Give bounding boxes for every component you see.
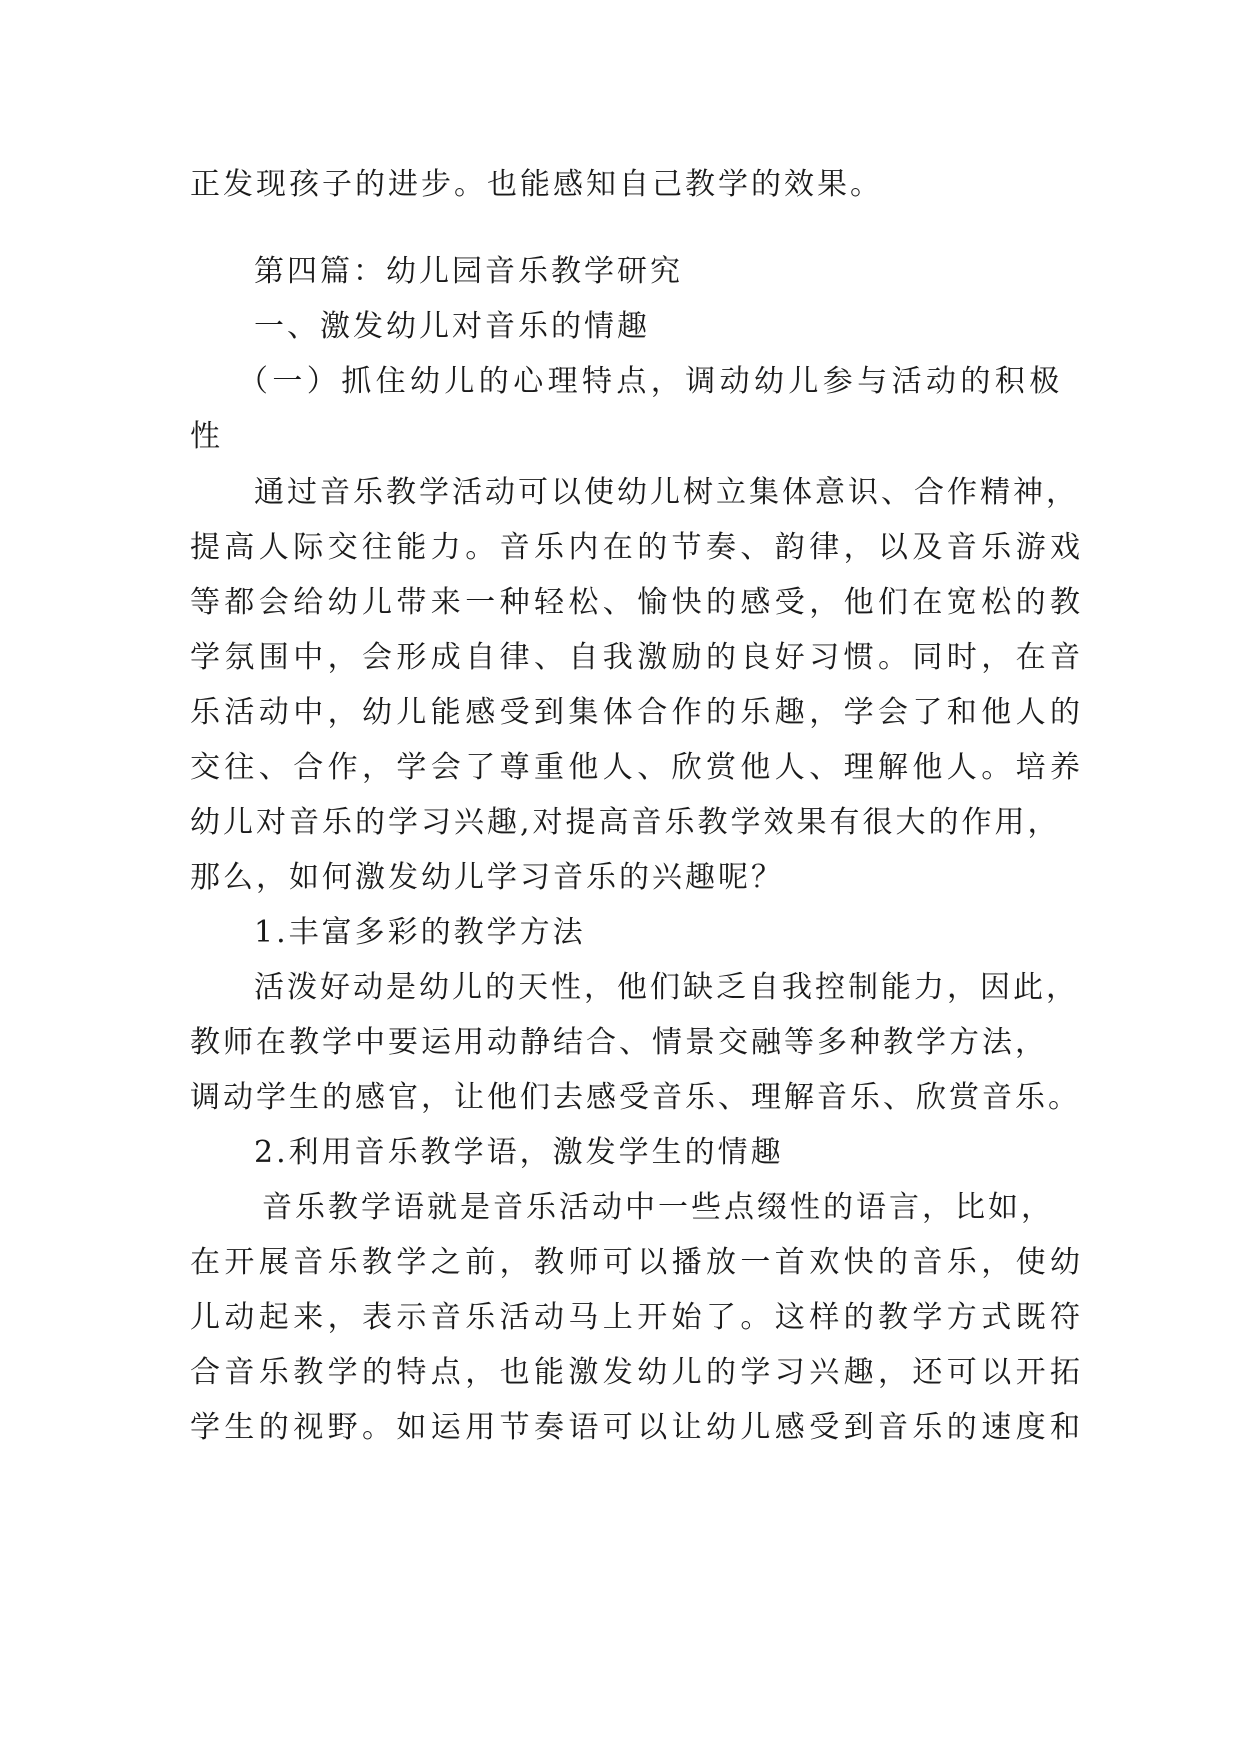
paragraph-line: 在开展音乐教学之前，教师可以播放一首欢快的音乐，使幼 — [190, 1245, 1085, 1280]
heading-level-3: 1.丰富多彩的教学方法 — [254, 915, 586, 950]
paragraph-line: 活泼好动是幼儿的天性，他们缺乏自我控制能力，因此， — [254, 970, 1079, 1005]
paragraph-line: 儿动起来，表示音乐活动马上开始了。这样的教学方式既符 — [190, 1300, 1085, 1335]
paragraph-line: 音乐教学语就是音乐活动中一些点缀性的语言，比如， — [262, 1190, 1054, 1225]
heading-level-2-continued: 性 — [190, 419, 223, 454]
paragraph-line: 幼儿对音乐的学习兴趣,对提高音乐教学效果有很大的作用， — [190, 805, 1061, 840]
paragraph-line: 交往、合作，学会了尊重他人、欣赏他人、理解他人。培养 — [190, 750, 1085, 785]
text-line: 正发现孩子的进步。也能感知自己教学的效果。 — [190, 167, 883, 202]
paragraph-line: 那么，如何激发幼儿学习音乐的兴趣呢？ — [190, 860, 784, 895]
paragraph-line: 乐活动中，幼儿能感受到集体合作的乐趣，学会了和他人的 — [190, 695, 1085, 730]
paragraph-line: 合音乐教学的特点，也能激发幼儿的学习兴趣，还可以开拓 — [190, 1355, 1085, 1390]
paragraph-line: 调动学生的感官，让他们去感受音乐、理解音乐、欣赏音乐。 — [190, 1080, 1081, 1115]
paragraph-line: 等都会给幼儿带来一种轻松、愉快的感受，他们在宽松的教 — [190, 585, 1085, 620]
paragraph-line: 教师在教学中要运用动静结合、情景交融等多种教学方法， — [190, 1025, 1048, 1060]
heading-level-3: 2.利用音乐教学语，激发学生的情趣 — [254, 1135, 784, 1170]
paragraph-line: 学氛围中，会形成自律、自我激励的良好习惯。同时，在音 — [190, 640, 1085, 675]
paragraph-line: 学生的视野。如运用节奏语可以让幼儿感受到音乐的速度和 — [190, 1410, 1085, 1445]
heading-level-2: （一）抓住幼儿的心理特点，调动幼儿参与活动的积极 — [238, 364, 1064, 399]
paragraph-line: 提高人际交往能力。音乐内在的节奏、韵律，以及音乐游戏 — [190, 530, 1085, 565]
section-title: 第四篇：幼儿园音乐教学研究 — [254, 254, 683, 289]
heading-level-1: 一、激发幼儿对音乐的情趣 — [254, 309, 650, 344]
paragraph-line: 通过音乐教学活动可以使幼儿树立集体意识、合作精神， — [254, 475, 1079, 510]
